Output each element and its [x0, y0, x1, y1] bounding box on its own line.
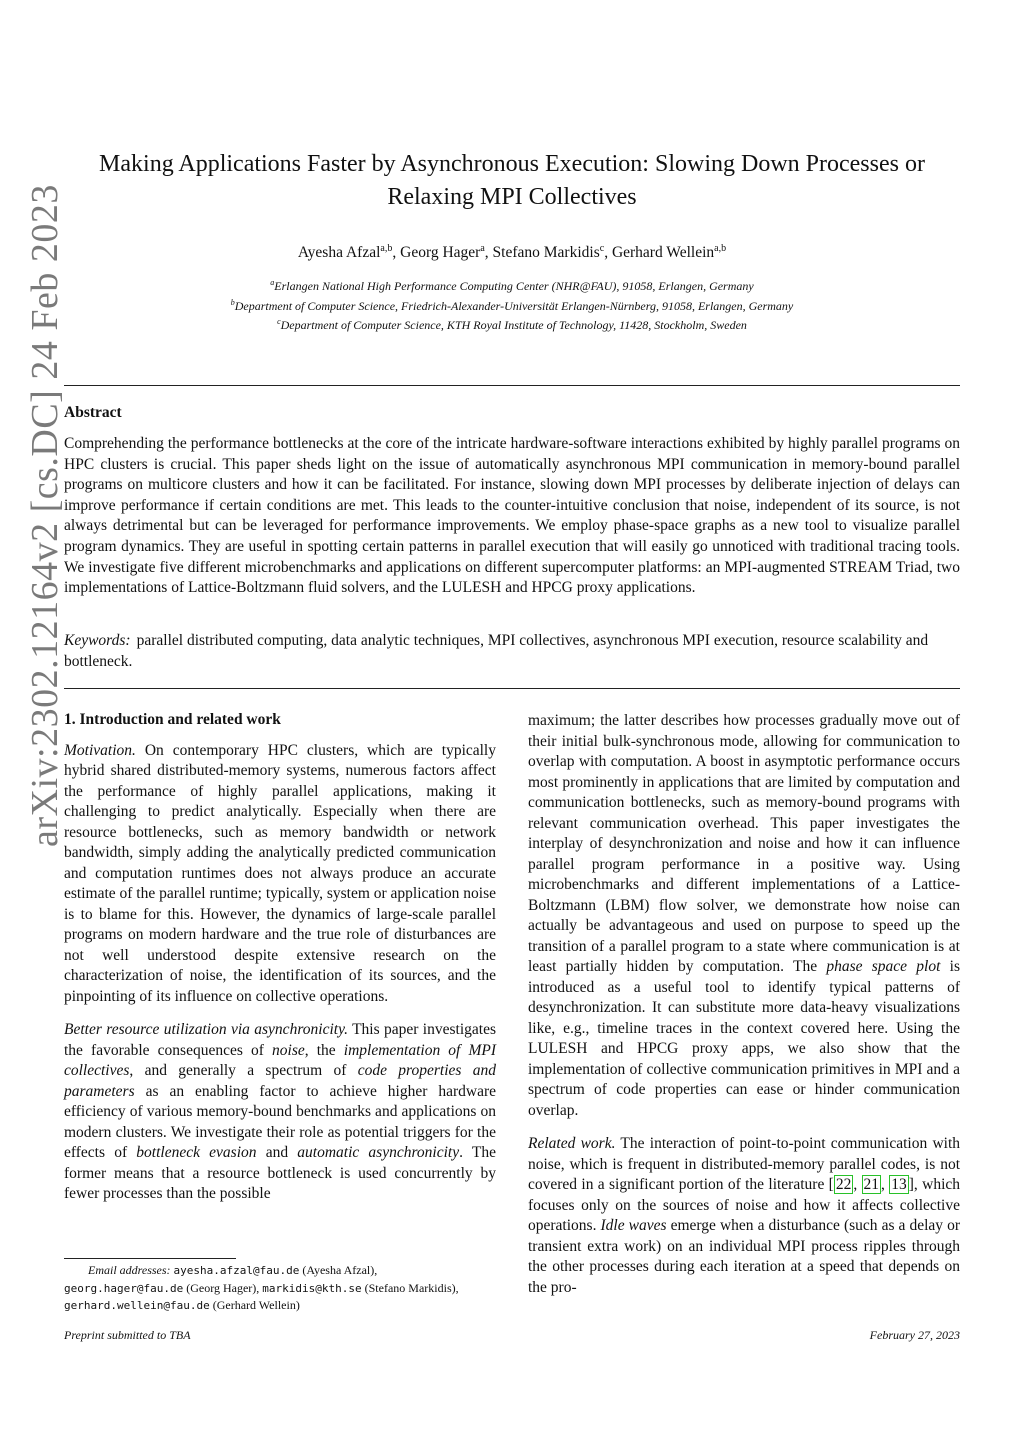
top-divider [64, 385, 960, 386]
arxiv-identifier-stamp[interactable]: arXiv:2302.12164v2 [cs.DC] 24 Feb 2023 [24, 184, 66, 847]
email-afzal[interactable]: ayesha.afzal@fau.de [173, 1264, 300, 1277]
affiliation-a: $^a$Erlangen National High Performance Computing Center (NHR@FAU), 91058, Erlangen, Germany [270, 278, 754, 293]
footer-date: February 27, 2023 [869, 1328, 960, 1342]
author-list [60, 238, 964, 264]
paper-title: Making Applications Faster by Asynchronous Execution: Slowing Down Processes or Relaxing MPI Collectives [99, 151, 925, 210]
email-hager[interactable]: georg.hager@fau.de [64, 1281, 184, 1295]
author-1: Ayesha Afzal$^{a,b}$, [297, 243, 401, 262]
related-work-paragraph: Related work. The interaction of point-to-point communication with noise, which is frequent in distributed-memory parallel codes, is not covered in a significant portion of the literature [ 22 , 21 , 13 ], which focuses only on the sources of noise and how it affects collective operations. Idle waves emerge when a disturbance (such as a delay or transient extra work) on an individual MPI process ripples through the other processes during each iteration at a speed that depends on the pro- [528, 1135, 961, 1296]
citation-link-21[interactable]: 21 [863, 1176, 880, 1193]
continuation-paragraph: maximum; the latter describes how processes gradually move out of their initial bulk-synchronous mode, allowing for communication to overlap with computation. A boost in asymptotic performance occurs most prominently in applications that are limited by computation and communication bottlenecks, such as memory-bound programs with relevant communication overhead. This paper investigates the interplay of desynchronization and noise and how it can influence parallel program performance in a positive way. Using microbenchmarks and different implementations of a Lattice-Boltzmann (LBM) flow solver, we demonstrate how noise can actually be advantageous and used on purpose to speed up the transition of a parallel program to a state where communication is at least partially hidden by computation. The phase space plot is introduced as a useful tool to identify typical patterns of desynchronization. It can substitute more data-heavy visualizations like, e.g., timeline traces in the context covered here. Using the LULESH and HPCG proxy apps, we also show that the implementation of collective communication primitives in MPI and a spectrum of code properties can ease or hinder communication overlap. [528, 712, 960, 1119]
section-heading: 1. Introduction and related work [64, 711, 281, 728]
affiliation-c: $^c$Department of Computer Science, KTH Royal Institute of Technology, 11428, Stockholm, Sweden [277, 317, 747, 332]
citation-link-22[interactable]: 22 [835, 1176, 852, 1193]
keywords-label: Keywords: [64, 632, 131, 649]
keywords-text: parallel distributed computing, data analytic techniques, MPI collectives, asynchronous MPI execution, resource scalability and bottleneck. [64, 632, 929, 670]
author-2: Georg Hager$^a$, [400, 243, 493, 262]
footnote-divider [64, 1258, 236, 1259]
citation-link-13[interactable]: 13 [891, 1176, 907, 1193]
abstract-heading: Abstract [64, 404, 122, 421]
email-footnote: Email addresses: ayesha.afzal@fau.de (Ayesha Afzal), georg.hager@fau.de (Georg Hager), markidis@kth.se (Stefano Markidis), gerhard.wellein@fau.de (Gerhard Wellein) [64, 1263, 459, 1312]
left-column [64, 710, 496, 1218]
affiliation-b: $^b$Department of Computer Science, Friedrich-Alexander-Universität Erlangen-Nürnberg, 91058, Erlangen, Germany [230, 297, 794, 313]
motivation-paragraph: Motivation. On contemporary HPC clusters, which are typically hybrid shared distributed-memory systems, numerous factors affect the performance of highly parallel applications, making it challenging to predict analytically. Especially when there are resource bottlenecks, such as memory bandwidth or network bandwidth, simply adding the analytically predicted communication and computation runtimes does not always produce an accurate estimate of the parallel runtime; typically, system or application noise is to blame for this. However, the dynamics of large-scale parallel programs on modern hardware and the true role of disturbances are not well understood despite extensive research on the characterization of noise, the identification of its sources, and the pinpointing of its influence on collective operations. [64, 741, 497, 1005]
keywords [64, 631, 960, 672]
affiliation-list [60, 275, 964, 334]
email-wellein[interactable]: gerhard.wellein@fau.de [64, 1299, 210, 1312]
preprint-note: Preprint submitted to TBA [64, 1328, 191, 1342]
asynchronicity-paragraph: Better resource utilization via asynchronicity. This paper investigates the favorable consequences of noise, the implementation of MPI collectives, and generally a spectrum of code properties and parameters as an enabling factor to achieve higher hardware efficiency of various memory-bound benchmarks and applications on modern clusters. We investigate their role as potential triggers for the effects of bottleneck evasion and automatic asynchronicity. The former means that a resource bottleneck is used concurrently by fewer processes than the possible [64, 1021, 497, 1202]
email-markidis[interactable]: markidis@kth.se [262, 1281, 362, 1295]
bottom-divider [64, 688, 960, 689]
right-column [528, 711, 960, 1311]
author-3: Stefano Markidis$^c$, [492, 243, 612, 262]
author-4: Gerhard Wellein$^{a,b}$ [611, 243, 727, 262]
abstract-body: Comprehending the performance bottlenecks at the core of the intricate hardware-software interactions exhibited by highly parallel programs on HPC clusters is crucial. This paper sheds light on the issue of automatically asynchronous MPI communication in memory-bound parallel programs on multicore clusters and how it can be facilitated. For instance, slowing down MPI processes by deliberate injection of delays can improve performance if certain conditions are met. This leads to the counter-intuitive conclusion that noise, independent of its source, is not always detrimental but can be leveraged for performance improvements. We employ phase-space graphs as a new tool to visualize parallel program dynamics. They are useful in spotting certain patterns in parallel execution that will easily go unnoticed with traditional tracing tools. We investigate five different microbenchmarks and applications on different supercomputer platforms: an MPI-augmented STREAM Triad, two implementations of Lattice-Boltzmann fluid solvers, and the LULESH and HPCG proxy applications. [64, 435, 960, 597]
